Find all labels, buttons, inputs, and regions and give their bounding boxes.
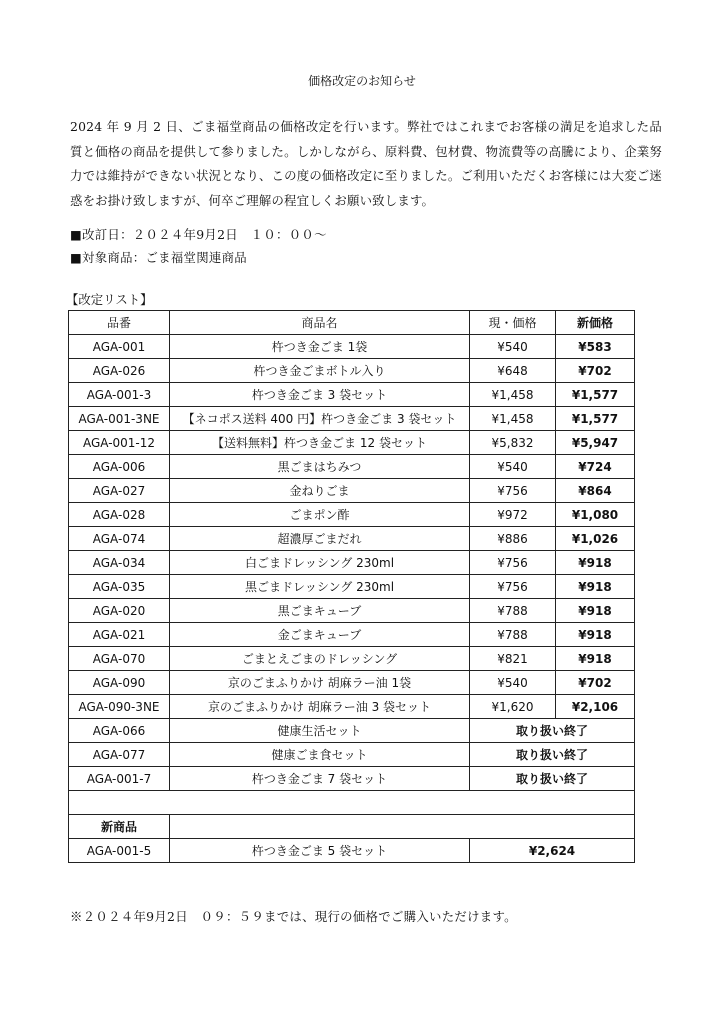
current-price: ¥1,620	[470, 695, 556, 719]
product-name: 【ネコポス送料 400 円】杵つき金ごま 3 袋セット	[170, 407, 470, 431]
current-price: ¥5,832	[470, 431, 556, 455]
product-code: AGA-090-3NE	[69, 695, 170, 719]
product-name: 黒ごまキューブ	[170, 599, 470, 623]
product-name: 白ごまドレッシング 230ml	[170, 551, 470, 575]
product-code: AGA-001-3	[69, 383, 170, 407]
product-code: AGA-001-12	[69, 431, 170, 455]
current-price: ¥972	[470, 503, 556, 527]
table-row	[69, 335, 635, 359]
revision-list-label: 【改定リスト】	[66, 292, 153, 307]
product-name: 黒ごまはちみつ	[170, 455, 470, 479]
new-price: ¥918	[556, 599, 635, 623]
product-name: 超濃厚ごまだれ	[170, 527, 470, 551]
price-revision-table	[68, 310, 635, 863]
current-price: ¥648	[470, 359, 556, 383]
new-products-header-row	[69, 815, 635, 839]
product-name: ごまとえごまのドレッシング	[170, 647, 470, 671]
empty-cell	[170, 815, 635, 839]
new-price: ¥918	[556, 647, 635, 671]
target-products: ■対象商品：ごま福堂関連商品	[70, 250, 247, 265]
product-code: AGA-021	[69, 623, 170, 647]
product-code: AGA-020	[69, 599, 170, 623]
product-name: 杵つき金ごま 5 袋セット	[170, 839, 470, 863]
product-name: 杵つき金ごま 1袋	[170, 335, 470, 359]
table-row	[69, 671, 635, 695]
product-code: AGA-001-3NE	[69, 407, 170, 431]
product-code: AGA-074	[69, 527, 170, 551]
product-name: 健康生活セット	[170, 719, 470, 743]
spacer-row	[69, 791, 635, 815]
new-price: ¥918	[556, 623, 635, 647]
intro-paragraph: 2024 年 9 月 2 日、ごま福堂商品の価格改定を行います。弊社ではこれまでお客様の満足を追求した品質と価格の商品を提供して参りました。しかしながら、原料費、包材費、物流費等の高騰により、企業努力では維持ができない状況となり、この度の価格改定に至りました。ご利用いただくお客様には大変ご迷惑をお掛け致しますが、何卒ご理解の程宜しくお願い致します。	[70, 119, 662, 208]
header-code: 品番	[69, 311, 170, 335]
current-price: ¥788	[470, 623, 556, 647]
table-row	[69, 479, 635, 503]
product-name: ごまポン酢	[170, 503, 470, 527]
table-row	[69, 599, 635, 623]
current-price: ¥1,458	[470, 383, 556, 407]
discontinued-status: 取り扱い終了	[470, 719, 635, 743]
product-code: AGA-027	[69, 479, 170, 503]
current-price: ¥540	[470, 335, 556, 359]
document-title: 価格改定のお知らせ	[308, 74, 416, 88]
new-price: ¥864	[556, 479, 635, 503]
current-price: ¥540	[470, 455, 556, 479]
footnote: ※２０２４年9月2日 ０９：５９までは、現行の価格でご購入いただけます。	[70, 909, 517, 924]
product-code: AGA-077	[69, 743, 170, 767]
product-name: 金ごまキューブ	[170, 623, 470, 647]
product-code: AGA-028	[69, 503, 170, 527]
product-code: AGA-006	[69, 455, 170, 479]
new-price: ¥2,106	[556, 695, 635, 719]
header-name: 商品名	[170, 311, 470, 335]
product-code: AGA-090	[69, 671, 170, 695]
new-price: ¥1,577	[556, 407, 635, 431]
revision-date: ■改訂日：２０２４年9月2日 １０：００～	[70, 227, 327, 242]
table-row	[69, 527, 635, 551]
table-row	[69, 431, 635, 455]
current-price: ¥540	[470, 671, 556, 695]
table-header-row	[69, 311, 635, 335]
header-current-price: 現・価格	[470, 311, 556, 335]
table-row	[69, 647, 635, 671]
new-price: ¥918	[556, 575, 635, 599]
discontinued-status: 取り扱い終了	[470, 743, 635, 767]
new-price: ¥918	[556, 551, 635, 575]
empty-cell	[69, 791, 635, 815]
new-price: ¥583	[556, 335, 635, 359]
table-row	[69, 623, 635, 647]
product-name: 杵つき金ごま 3 袋セット	[170, 383, 470, 407]
new-product-price: ¥2,624	[470, 839, 635, 863]
product-name: 健康ごま食セット	[170, 743, 470, 767]
product-code: AGA-066	[69, 719, 170, 743]
product-name: 黒ごまドレッシング 230ml	[170, 575, 470, 599]
table-row	[69, 359, 635, 383]
table-row	[69, 407, 635, 431]
product-code: AGA-035	[69, 575, 170, 599]
product-code: AGA-070	[69, 647, 170, 671]
table-body	[69, 335, 635, 863]
table-row	[69, 551, 635, 575]
new-price: ¥1,026	[556, 527, 635, 551]
product-name: 京のごまふりかけ 胡麻ラー油 3 袋セット	[170, 695, 470, 719]
discontinued-row	[69, 743, 635, 767]
current-price: ¥756	[470, 551, 556, 575]
current-price: ¥1,458	[470, 407, 556, 431]
table-row	[69, 455, 635, 479]
product-name: 京のごまふりかけ 胡麻ラー油 1袋	[170, 671, 470, 695]
discontinued-row	[69, 767, 635, 791]
table-row	[69, 383, 635, 407]
discontinued-status: 取り扱い終了	[470, 767, 635, 791]
new-price: ¥5,947	[556, 431, 635, 455]
product-name: 【送料無料】杵つき金ごま 12 袋セット	[170, 431, 470, 455]
product-code: AGA-034	[69, 551, 170, 575]
product-code: AGA-026	[69, 359, 170, 383]
new-product-row	[69, 839, 635, 863]
new-price: ¥724	[556, 455, 635, 479]
discontinued-row	[69, 719, 635, 743]
new-price: ¥1,577	[556, 383, 635, 407]
new-price: ¥702	[556, 671, 635, 695]
product-name: 金ねりごま	[170, 479, 470, 503]
header-new-price: 新価格	[556, 311, 635, 335]
new-price: ¥1,080	[556, 503, 635, 527]
current-price: ¥821	[470, 647, 556, 671]
table-row	[69, 575, 635, 599]
table-row	[69, 695, 635, 719]
table-row	[69, 503, 635, 527]
current-price: ¥886	[470, 527, 556, 551]
product-code: AGA-001-5	[69, 839, 170, 863]
product-name: 杵つき金ごまボトル入り	[170, 359, 470, 383]
product-code: AGA-001-7	[69, 767, 170, 791]
current-price: ¥788	[470, 599, 556, 623]
current-price: ¥756	[470, 479, 556, 503]
current-price: ¥756	[470, 575, 556, 599]
product-name: 杵つき金ごま 7 袋セット	[170, 767, 470, 791]
product-code: AGA-001	[69, 335, 170, 359]
new-price: ¥702	[556, 359, 635, 383]
new-products-label: 新商品	[69, 815, 170, 839]
